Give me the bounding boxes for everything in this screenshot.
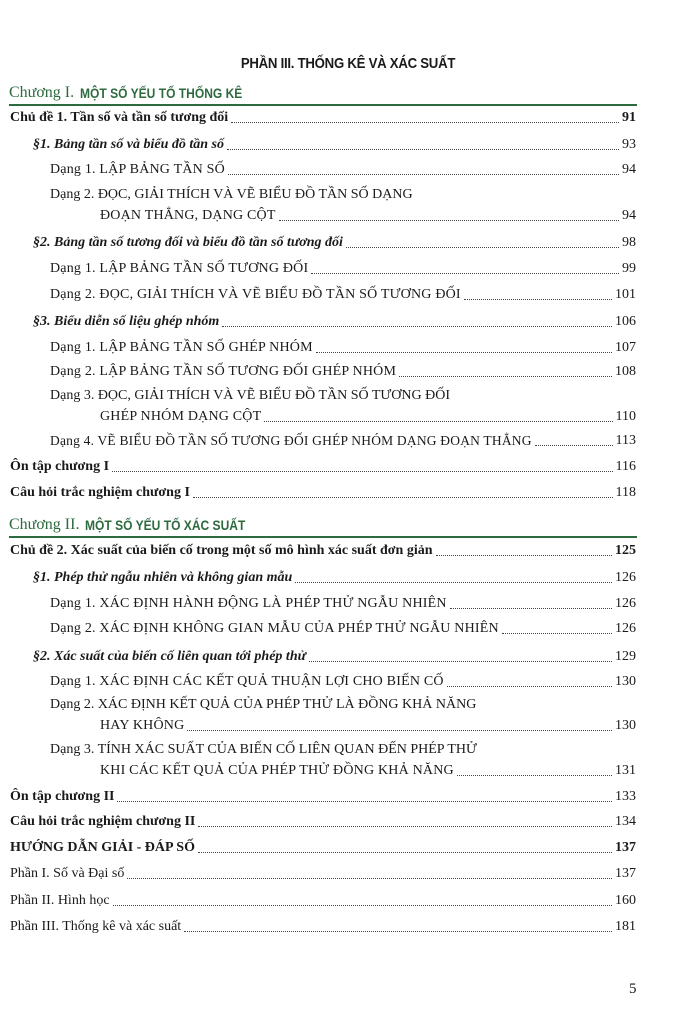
entry-label: Dạng 2. LẬP BẢNG TẦN SỐ TƯƠNG ĐỐI GHÉP NHÓM bbox=[50, 364, 397, 379]
entry-label: HƯỚNG DẪN GIẢI - ĐÁP SỐ bbox=[10, 840, 195, 855]
entry-label: Câu hỏi trắc nghiệm chương II bbox=[10, 814, 196, 829]
entry-label: GHÉP NHÓM DẠNG CỘT bbox=[100, 409, 262, 424]
toc-entry-dang[interactable] bbox=[50, 261, 636, 277]
entry-page: 133 bbox=[615, 789, 636, 804]
entry-page: 126 bbox=[615, 596, 636, 611]
entry-page: 93 bbox=[622, 137, 636, 152]
entry-label: Ôn tập chương II bbox=[10, 789, 115, 804]
entry-page: 160 bbox=[615, 893, 636, 908]
dot-leader bbox=[535, 445, 613, 446]
dot-leader bbox=[228, 174, 619, 175]
entry-page: 137 bbox=[615, 840, 636, 855]
dot-leader bbox=[112, 471, 613, 472]
dot-leader bbox=[227, 149, 619, 150]
dot-leader bbox=[198, 826, 612, 827]
dot-leader bbox=[117, 801, 612, 802]
entry-page: 130 bbox=[615, 674, 636, 689]
entry-label: Chủ đề 1. Tần số và tần số tương đối bbox=[10, 110, 229, 125]
entry-page: 110 bbox=[615, 409, 636, 424]
dot-leader bbox=[198, 852, 612, 853]
entry-page: 126 bbox=[615, 621, 636, 636]
toc-entry-quiz-2[interactable] bbox=[10, 814, 636, 830]
toc-entry-part-2[interactable] bbox=[10, 893, 636, 909]
entry-label: §1. Bảng tần số và biểu đồ tần số bbox=[33, 137, 224, 152]
entry-label: HAY KHÔNG bbox=[100, 718, 185, 733]
entry-page: 98 bbox=[622, 235, 636, 250]
toc-entry-topic-2[interactable] bbox=[10, 543, 636, 559]
dot-leader bbox=[436, 555, 613, 556]
toc-entry-section-5[interactable] bbox=[33, 649, 636, 665]
entry-page: 94 bbox=[622, 162, 636, 177]
entry-page: 99 bbox=[622, 261, 636, 276]
entry-page: 131 bbox=[615, 763, 636, 778]
dot-leader bbox=[311, 273, 619, 274]
dot-leader bbox=[450, 608, 612, 609]
toc-entry-review-1[interactable] bbox=[10, 459, 636, 475]
entry-label: Dạng 2. ĐỌC, GIẢI THÍCH VÀ VẼ BIỂU ĐỒ TẦN SỐ TƯƠNG ĐỐI bbox=[50, 287, 461, 302]
page-number: 5 bbox=[629, 981, 637, 997]
entry-page: 125 bbox=[615, 543, 636, 558]
toc-entry-dang[interactable] bbox=[50, 433, 636, 449]
toc-entry-dang[interactable] bbox=[50, 340, 636, 356]
toc-entry-dang[interactable] bbox=[50, 287, 636, 303]
dot-leader bbox=[264, 421, 612, 422]
toc-entry-dang[interactable] bbox=[50, 621, 636, 637]
toc-entry-dang[interactable] bbox=[50, 596, 636, 612]
entry-label: Dạng 1. LẬP BẢNG TẦN SỐ bbox=[50, 162, 225, 177]
entry-page: 108 bbox=[615, 364, 636, 379]
toc-entry-dang[interactable] bbox=[50, 162, 636, 178]
entry-label: Dạng 1. XÁC ĐỊNH CÁC KẾT QUẢ THUẬN LỢI CHO BIẾN CỐ bbox=[50, 674, 444, 689]
dot-leader bbox=[187, 730, 612, 731]
toc-entry-dang-line1[interactable]: Dạng 2. XÁC ĐỊNH KẾT QUẢ CỦA PHÉP THỬ LÀ ĐỒNG KHẢ NĂNG bbox=[50, 697, 477, 712]
chapter-1-title: MỘT SỐ YẾU TỐ THỐNG KÊ bbox=[80, 85, 243, 101]
dot-leader bbox=[502, 633, 612, 634]
toc-entry-dang[interactable] bbox=[100, 409, 636, 425]
dot-leader bbox=[316, 352, 612, 353]
dot-leader bbox=[346, 247, 619, 248]
entry-page: 130 bbox=[615, 718, 636, 733]
entry-page: 106 bbox=[615, 314, 636, 329]
dot-leader bbox=[222, 326, 612, 327]
entry-label: Phần II. Hình học bbox=[10, 893, 110, 908]
entry-page: 134 bbox=[615, 814, 636, 829]
toc-entry-dang[interactable] bbox=[100, 718, 636, 734]
chapter-2-header bbox=[9, 512, 637, 538]
part-title: PHẦN III. THỐNG KÊ VÀ XÁC SUẤT bbox=[240, 55, 456, 72]
dot-leader bbox=[279, 220, 619, 221]
entry-page: 107 bbox=[615, 340, 636, 355]
entry-label: KHI CÁC KẾT QUẢ CỦA PHÉP THỬ ĐỒNG KHẢ NĂNG bbox=[100, 763, 454, 778]
entry-label: ĐOẠN THẲNG, DẠNG CỘT bbox=[100, 208, 276, 223]
toc-entry-quiz-1[interactable] bbox=[10, 485, 636, 501]
dot-leader bbox=[127, 878, 612, 879]
entry-page: 91 bbox=[622, 110, 636, 125]
dot-leader bbox=[447, 686, 612, 687]
toc-entry-section-1[interactable] bbox=[33, 137, 636, 153]
toc-entry-answers[interactable] bbox=[10, 840, 636, 856]
toc-entry-dang[interactable] bbox=[100, 763, 636, 779]
chapter-2-label: Chương II. bbox=[9, 516, 80, 533]
toc-entry-dang[interactable] bbox=[50, 364, 636, 380]
entry-page: 118 bbox=[615, 485, 636, 500]
entry-label: Câu hỏi trắc nghiệm chương I bbox=[10, 485, 190, 500]
entry-label: Chủ đề 2. Xác suất của biến cố trong một số mô hình xác suất đơn giản bbox=[10, 543, 433, 558]
entry-page: 94 bbox=[622, 208, 636, 223]
entry-page: 101 bbox=[615, 287, 636, 302]
entry-label: Ôn tập chương I bbox=[10, 459, 110, 474]
entry-label: Dạng 2. XÁC ĐỊNH KHÔNG GIAN MẪU CỦA PHÉP THỬ NGẪU NHIÊN bbox=[50, 621, 499, 636]
toc-entry-dang[interactable] bbox=[100, 208, 636, 224]
entry-label: Dạng 1. XÁC ĐỊNH HÀNH ĐỘNG LÀ PHÉP THỬ NGẪU NHIÊN bbox=[50, 596, 447, 611]
toc-entry-part-3[interactable] bbox=[10, 919, 636, 935]
entry-page: 113 bbox=[615, 433, 636, 448]
toc-entry-dang[interactable] bbox=[50, 674, 636, 690]
dot-leader bbox=[399, 376, 612, 377]
toc-entry-review-2[interactable] bbox=[10, 789, 636, 805]
toc-entry-section-4[interactable] bbox=[33, 570, 636, 586]
entry-label: Dạng 1. LẬP BẢNG TẦN SỐ GHÉP NHÓM bbox=[50, 340, 313, 355]
dot-leader bbox=[309, 661, 612, 662]
dot-leader bbox=[457, 775, 612, 776]
toc-entry-part-1[interactable] bbox=[10, 866, 636, 882]
entry-page: 137 bbox=[615, 866, 636, 881]
dot-leader bbox=[295, 582, 612, 583]
toc-entry-dang-line1[interactable]: Dạng 2. ĐỌC, GIẢI THÍCH VÀ VẼ BIỂU ĐỒ TẦN SỐ DẠNG bbox=[50, 187, 413, 202]
chapter-2-title: MỘT SỐ YẾU TỐ XÁC SUẤT bbox=[85, 517, 246, 533]
chapter-1-label: Chương I. bbox=[9, 84, 75, 101]
entry-label: §2. Xác suất của biến cố liên quan tới phép thử bbox=[33, 649, 306, 664]
entry-label: Dạng 4. VẼ BIỂU ĐỒ TẦN SỐ TƯƠNG ĐỐI GHÉP NHÓM DẠNG ĐOẠN THẲNG bbox=[50, 433, 532, 448]
toc-entry-section-2[interactable] bbox=[33, 235, 636, 251]
toc-entry-topic-1[interactable] bbox=[10, 110, 636, 126]
dot-leader bbox=[113, 905, 612, 906]
entry-label: Dạng 1. LẬP BẢNG TẦN SỐ TƯƠNG ĐỐI bbox=[50, 261, 309, 276]
entry-label: §3. Biểu diễn số liệu ghép nhóm bbox=[33, 314, 220, 329]
toc-entry-section-3[interactable] bbox=[33, 314, 636, 330]
entry-page: 126 bbox=[615, 570, 636, 585]
chapter-1-header bbox=[9, 80, 637, 106]
entry-label: §1. Phép thử ngẫu nhiên và không gian mẫu bbox=[33, 570, 293, 585]
entry-label: §2. Bảng tần số tương đối và biểu đồ tần số tương đối bbox=[33, 235, 343, 250]
entry-page: 116 bbox=[615, 459, 636, 474]
entry-page: 181 bbox=[615, 919, 636, 934]
toc-entry-dang-line1[interactable]: Dạng 3. TÍNH XÁC SUẤT CỦA BIẾN CỐ LIÊN QUAN ĐẾN PHÉP THỬ bbox=[50, 742, 477, 757]
toc-entry-dang-line1[interactable]: Dạng 3. ĐỌC, GIẢI THÍCH VÀ VẼ BIỂU ĐỒ TẦN SỐ TƯƠNG ĐỐI bbox=[50, 388, 450, 403]
dot-leader bbox=[231, 122, 619, 123]
dot-leader bbox=[193, 497, 613, 498]
entry-label: Phần III. Thống kê và xác suất bbox=[10, 919, 182, 934]
dot-leader bbox=[464, 299, 612, 300]
entry-label: Phần I. Số và Đại số bbox=[10, 866, 125, 881]
dot-leader bbox=[184, 931, 612, 932]
entry-page: 129 bbox=[615, 649, 636, 664]
